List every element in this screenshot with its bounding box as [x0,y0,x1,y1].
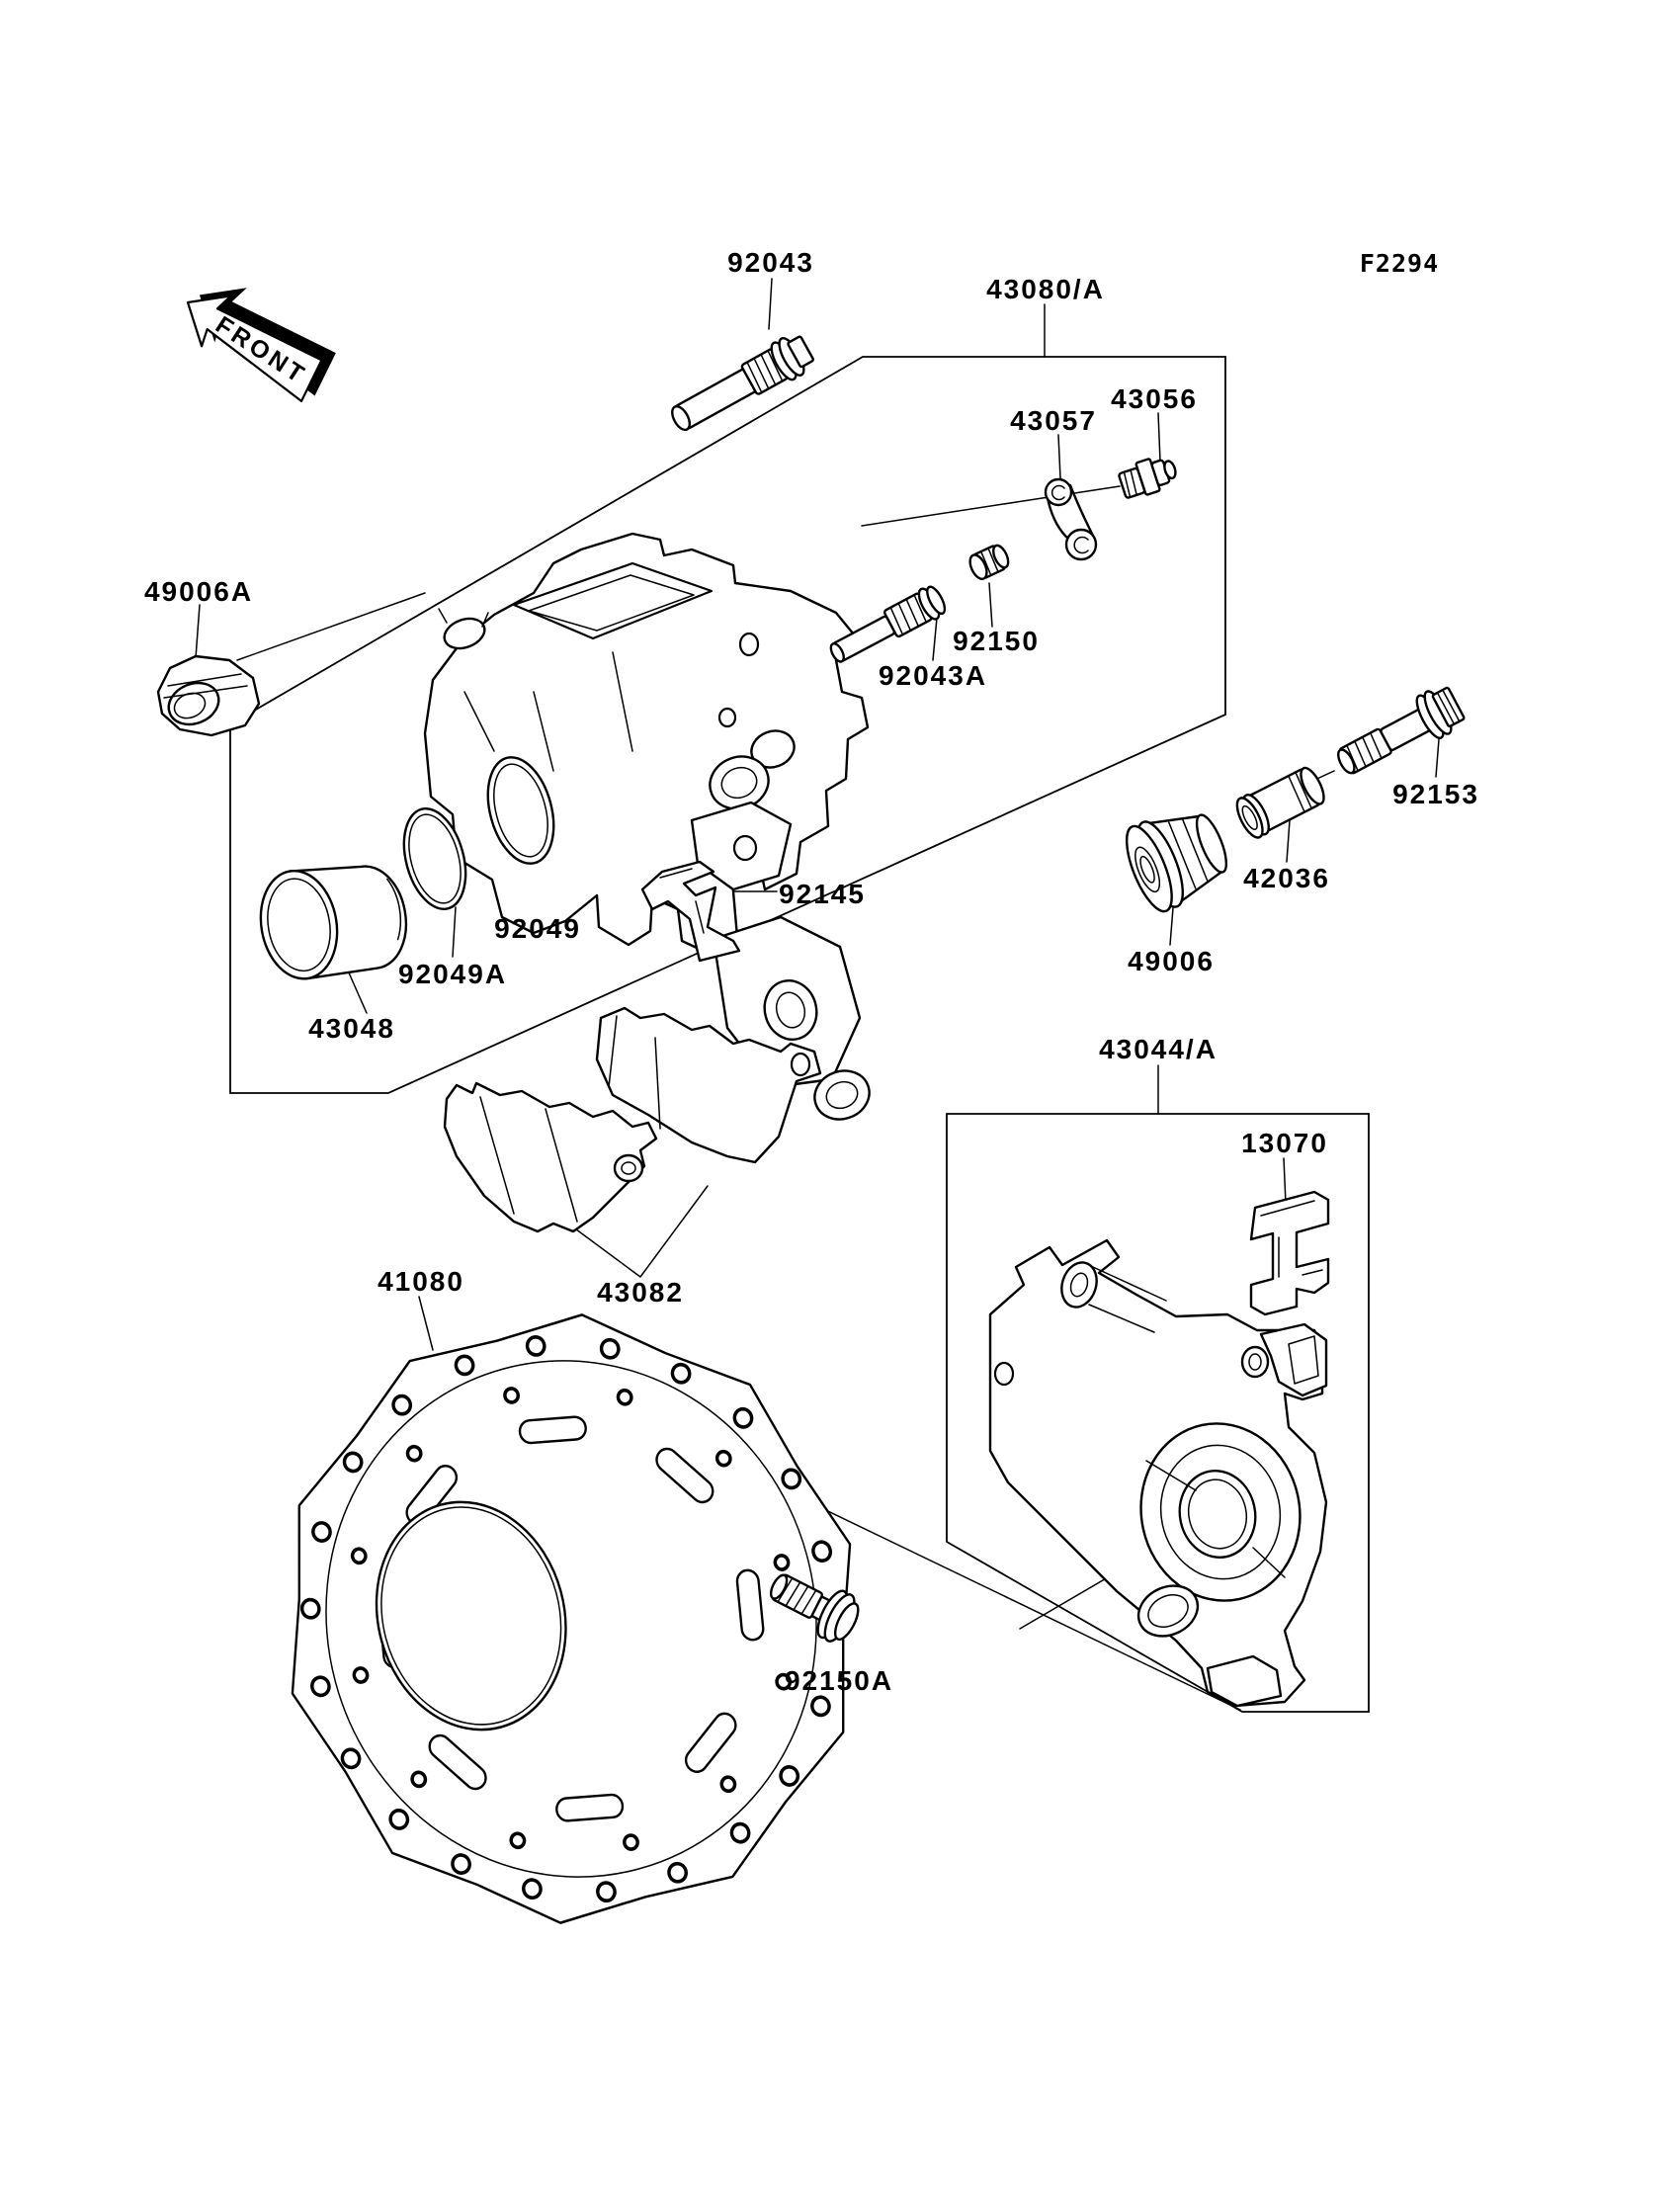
collar-drawing [1232,763,1329,841]
part-label-43057: 43057 [1010,405,1097,436]
part-label-49006A: 49006A [143,576,254,607]
part-label-92150A: 92150A [784,1665,894,1696]
pin-cap-drawing [966,543,1011,582]
part-label-92153: 92153 [1392,779,1479,809]
caliper-piston-drawing [253,853,414,987]
part-label-43080A: 43080/A [986,274,1105,304]
part-label-43082: 43082 [597,1277,684,1308]
pin-boot-drawing [1118,798,1238,917]
flange-bolt-drawing [1330,682,1468,785]
front-arrow-label: FRONT [210,311,311,390]
part-label-13070: 13070 [1241,1128,1328,1158]
part-label-43048: 43048 [308,1013,395,1044]
part-label-92049A: 92049A [397,959,508,989]
part-label-92150: 92150 [953,626,1040,656]
front-direction-arrow [172,268,342,412]
figure-code: F2294 [1359,249,1440,278]
part-label-92145: 92145 [779,879,866,909]
part-label-92043: 92043 [727,247,814,278]
part-label-41080: 41080 [378,1266,464,1297]
bracket-clip-drawing [1251,1192,1328,1314]
slide-pin-bolt-drawing [665,330,817,440]
part-label-42036: 42036 [1243,863,1330,893]
part-label-92049: 92049 [494,913,581,944]
part-label-49006: 49006 [1128,946,1215,976]
part-label-43056: 43056 [1111,383,1198,414]
part-label-43044A: 43044/A [1099,1034,1218,1064]
bleeder-valve-drawing [1117,452,1180,501]
boot-cap-drawing [158,656,259,735]
part-label-92043A: 92043A [878,660,988,691]
cap-axis-line [237,593,425,660]
